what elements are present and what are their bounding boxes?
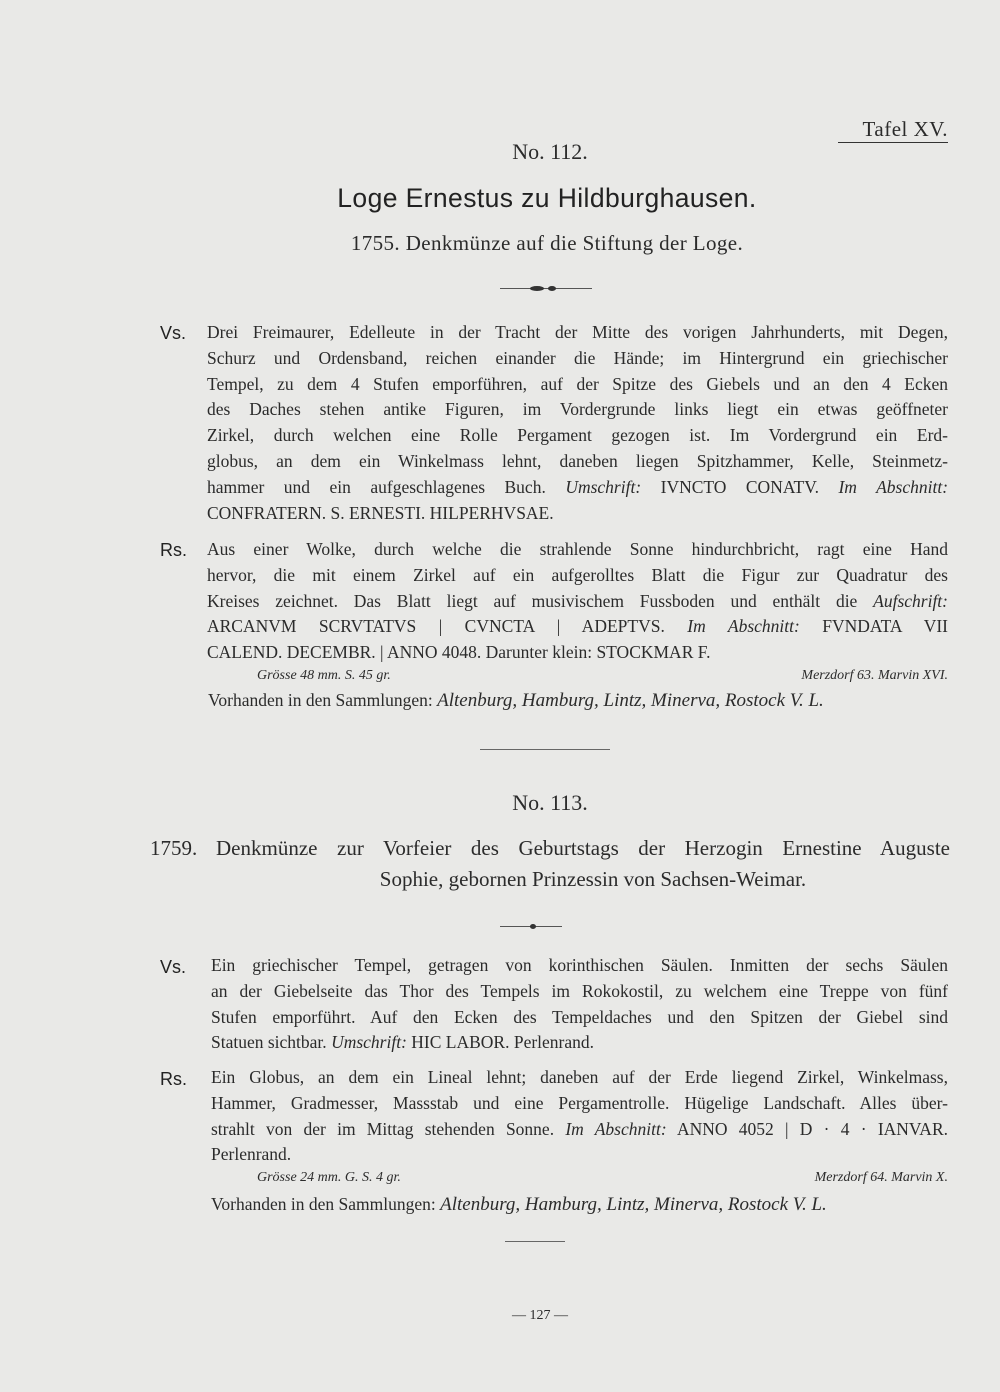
text-line: Kreises zeichnet. Das Blatt liegt auf musivischem Fussboden und enthält die Aufschrift: bbox=[207, 590, 948, 611]
entry-year: 1759. bbox=[150, 836, 198, 860]
text-line: Ein griechischer Tempel, getragen von korinthischen Säulen. Inmitten der sechs Säulen bbox=[211, 955, 948, 975]
entry-number: No. 112. bbox=[512, 139, 588, 164]
obverse-description bbox=[207, 320, 948, 526]
text-line: globus, an dem ein Winkelmass lehnt, daneben liegen Spitzhammer, Kelle, Steinmetz- bbox=[207, 450, 948, 471]
collections-line bbox=[211, 1194, 948, 1216]
ornament-divider bbox=[500, 924, 562, 930]
text-line: strahlt von der im Mittag stehenden Sonne. Im Abschnitt: ANNO 4052 | D · 4 · IANVAR. bbox=[211, 1118, 948, 1139]
entry-title-line: Sophie, gebornen Prinzessin von Sachsen-Weimar. bbox=[379, 867, 807, 891]
text-line: Aus einer Wolke, durch welche die strahlende Sonne hindurchbricht, ragt eine Hand bbox=[207, 539, 948, 559]
entry-number: No. 113. bbox=[512, 790, 588, 815]
size-weight-line bbox=[257, 1170, 948, 1186]
reverse-label: Rs. bbox=[160, 1069, 187, 1089]
section-divider bbox=[480, 749, 610, 750]
reverse-description bbox=[211, 1065, 948, 1168]
obverse-description bbox=[211, 953, 948, 1056]
plate-label: Tafel XV. bbox=[862, 117, 948, 141]
text-line: Stufen emporführt. Auf den Ecken des Tempeldaches und den Spitzen der Giebel sind bbox=[211, 1006, 948, 1027]
text-line: Perlenrand. bbox=[211, 1144, 292, 1165]
size-weight: Grösse 24 mm. G. S. 4 gr. bbox=[257, 1170, 401, 1185]
text-line: Ein Globus, an dem ein Lineal lehnt; daneben auf der Erde liegend Zirkel, Winkelmass, bbox=[211, 1067, 948, 1087]
text-line: an der Giebelseite das Thor des Tempels im Rokokostil, zu welchem eine Treppe von fünf bbox=[211, 980, 948, 1001]
entry-subtitle: 1755. Denkmünze auf die Stiftung der Loge. bbox=[350, 231, 744, 255]
text-line: hervor, die mit einem Zirkel auf ein aufgerolltes Blatt die Figur zur Quadratur des bbox=[207, 564, 948, 585]
text-line: ARCANVM SCRVTATVS | CVNCTA | ADEPTVS. Im Abschnitt: FVNDATA VII bbox=[207, 616, 948, 637]
text-line: des Daches stehen antike Figuren, im Vordergrunde links liegt ein etwas geöffneter bbox=[207, 399, 948, 420]
text-line: Schurz und Ordensband, reichen einander die Hände; im Hintergrund ein griechischer bbox=[207, 347, 948, 368]
reverse-label: Rs. bbox=[160, 540, 187, 560]
collections-list: Altenburg, Hamburg, Lintz, Minerva, Rostock V. L. bbox=[437, 690, 824, 711]
collections-prefix: Vorhanden in den Sammlungen: bbox=[211, 1194, 436, 1214]
obverse-label: Vs. bbox=[160, 957, 187, 977]
size-weight-line bbox=[257, 668, 948, 684]
text-line: Statuen sichtbar. Umschrift: HIC LABOR. Perlenrand. bbox=[211, 1032, 595, 1053]
text-line: Zirkel, durch welchen eine Rolle Pergament gezogen ist. Im Vordergrund ein Erd- bbox=[207, 425, 948, 446]
entry-title: Loge Ernestus zu Hildburghausen. bbox=[337, 183, 757, 213]
text-line: Drei Freimaurer, Edelleute in der Tracht der Mitte des vorigen Jahrhunderts, mit Degen, bbox=[207, 322, 948, 342]
entry-title-line: Denkmünze zur Vorfeier des Geburtstags der Herzogin Ernestine Auguste bbox=[216, 836, 950, 860]
text-line: Tempel, zu dem 4 Stufen emporführen, auf der Spitze des Giebels und an den 4 Ecken bbox=[207, 373, 948, 394]
section-divider bbox=[505, 1241, 565, 1242]
reverse-description bbox=[207, 537, 948, 666]
catalog-references: Merzdorf 64. Marvin X. bbox=[814, 1170, 948, 1185]
page-number: — 127 — bbox=[512, 1308, 568, 1323]
collections-line bbox=[208, 690, 948, 712]
catalog-references: Merzdorf 63. Marvin XVI. bbox=[801, 668, 948, 683]
text-line: CALEND. DECEMBR. | ANNO 4048. Darunter klein: STOCKMAR F. bbox=[207, 642, 711, 663]
collections-list: Altenburg, Hamburg, Lintz, Minerva, Rostock V. L. bbox=[440, 1194, 827, 1215]
obverse-label: Vs. bbox=[160, 323, 187, 343]
text-line: hammer und ein aufgeschlagenes Buch. Umschrift: IVNCTO CONATV. Im Abschnitt: bbox=[207, 476, 949, 497]
text-line: Hammer, Gradmesser, Massstab und eine Pergamentrolle. Hügelige Landschaft. Alles über- bbox=[211, 1092, 948, 1113]
text-line: CONFRATERN. S. ERNESTI. HILPERHVSAE. bbox=[207, 502, 554, 523]
size-weight: Grösse 48 mm. S. 45 gr. bbox=[257, 668, 391, 683]
ornament-divider bbox=[500, 286, 592, 292]
collections-prefix: Vorhanden in den Sammlungen: bbox=[208, 690, 433, 710]
